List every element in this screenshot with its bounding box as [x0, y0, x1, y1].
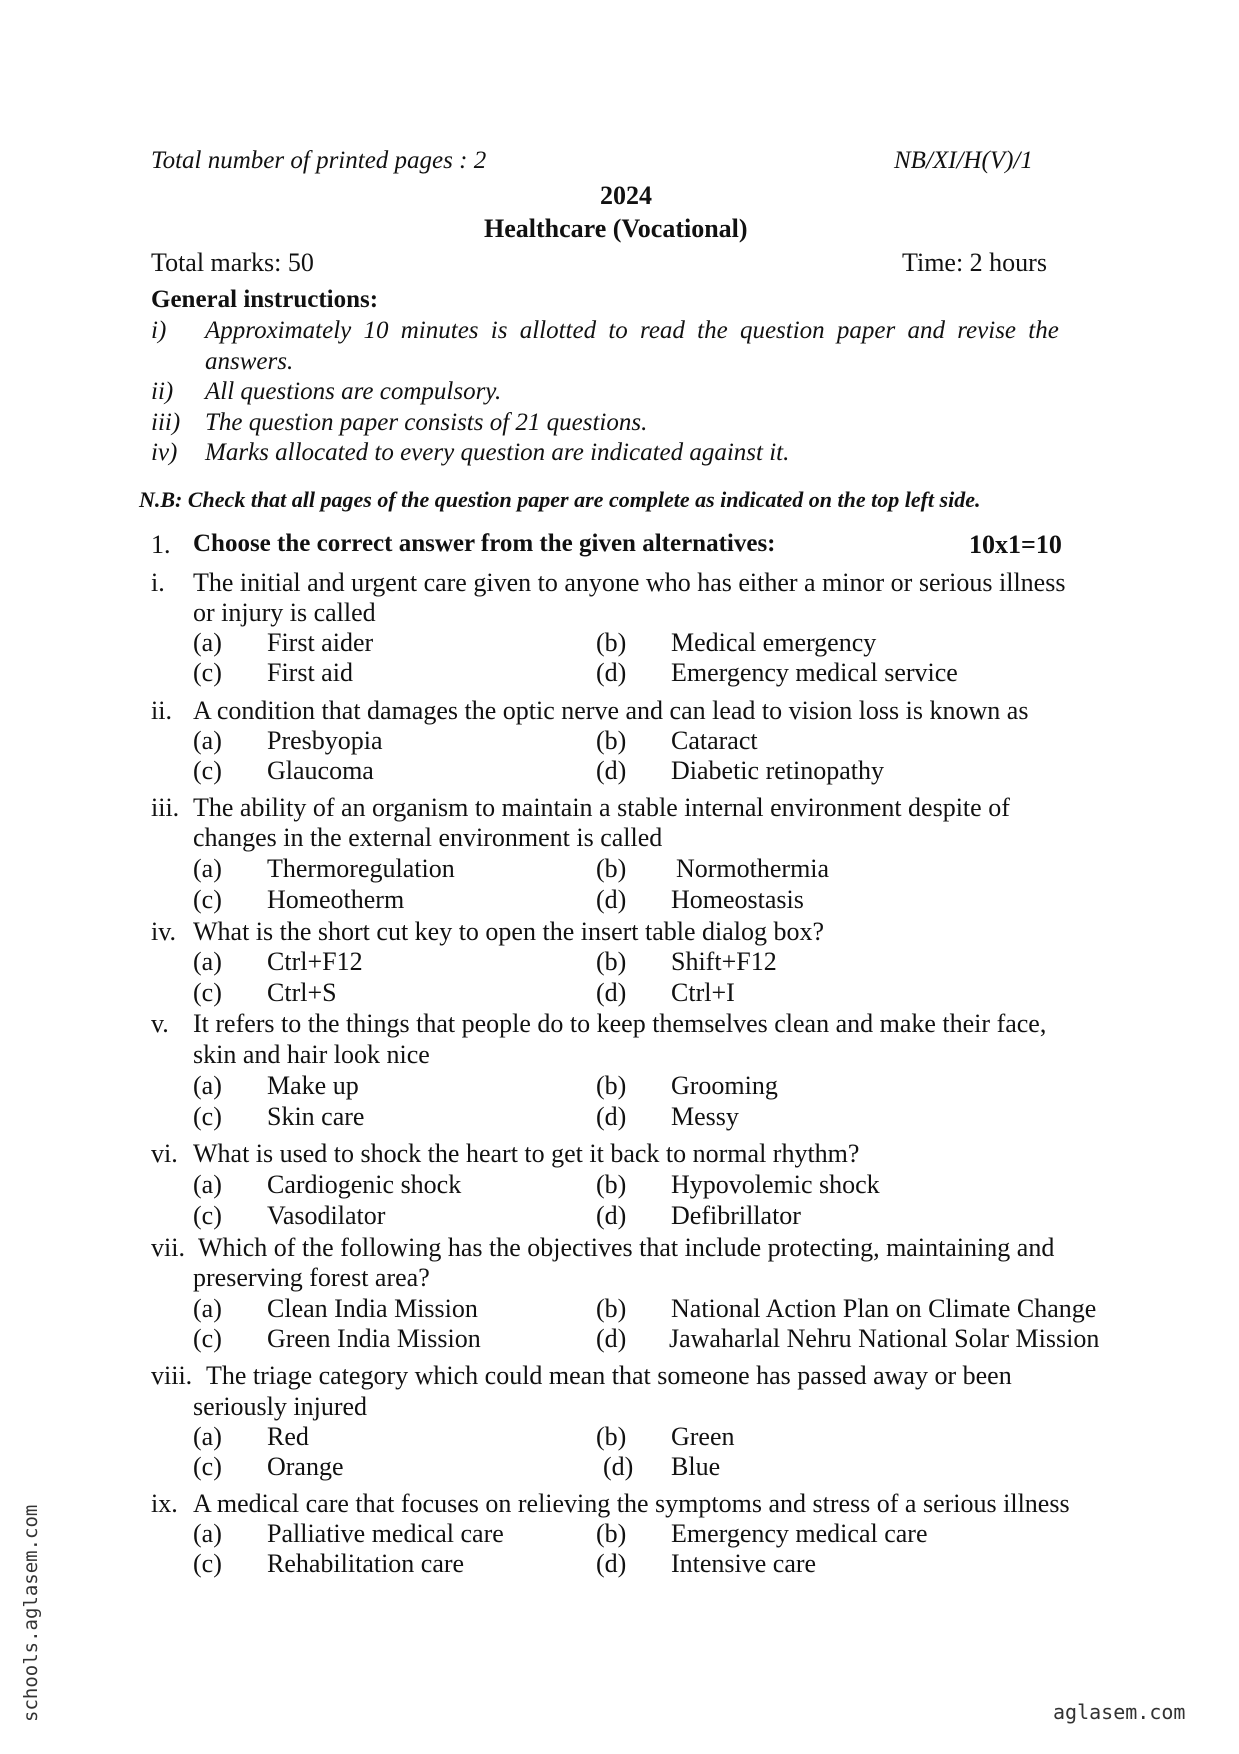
option-row	[0, 1170, 1239, 1200]
option-text: Presbyopia	[267, 726, 383, 755]
option-text: First aider	[267, 628, 374, 657]
option-text: Homeostasis	[671, 885, 804, 914]
question-line	[0, 793, 1239, 823]
option-text: Glaucoma	[267, 756, 374, 785]
instruction-number: ii)	[151, 378, 174, 405]
option-label: (a)	[193, 947, 222, 976]
question-line-continued	[0, 1040, 1239, 1070]
option-text: Red	[267, 1422, 309, 1451]
option-row	[0, 1324, 1239, 1354]
option-label: (b)	[596, 854, 627, 883]
option-text: Rehabilitation care	[267, 1549, 465, 1578]
option-label: (c)	[193, 1201, 222, 1230]
option-label: (c)	[193, 1102, 222, 1131]
question-text: seriously injured	[193, 1392, 368, 1421]
question-text: The initial and urgent care given to anyone who has either a minor or serious illness	[193, 568, 1066, 597]
section-marks: 10x1=10	[969, 530, 1062, 559]
option-text: Hypovolemic shock	[671, 1170, 880, 1199]
question-line	[0, 568, 1239, 598]
option-label: (b)	[596, 1170, 627, 1199]
option-label: (b)	[596, 1422, 627, 1451]
option-text: Orange	[267, 1452, 344, 1481]
option-row	[0, 1102, 1239, 1132]
option-text: Homeotherm	[267, 885, 405, 914]
question-number: v.	[151, 1009, 169, 1038]
option-label: (b)	[596, 1519, 627, 1548]
question-line	[0, 1233, 1239, 1263]
option-label: (d)	[596, 658, 627, 687]
question-text: The ability of an organism to maintain a stable internal environment despite of	[193, 793, 1010, 822]
option-text: Make up	[267, 1071, 359, 1100]
option-text: Jawaharlal Nehru National Solar Mission	[669, 1324, 1100, 1353]
option-label: (d)	[596, 1324, 627, 1353]
instruction-number: i)	[151, 317, 167, 344]
option-text: Diabetic retinopathy	[671, 756, 884, 785]
option-text: First aid	[267, 658, 353, 687]
option-text: Green India Mission	[267, 1324, 481, 1353]
question-text: Which of the following has the objectives that include protecting, maintaining and	[198, 1233, 1055, 1262]
option-row	[0, 1519, 1239, 1549]
option-text: Ctrl+S	[267, 978, 337, 1007]
option-label: (d)	[603, 1452, 634, 1481]
question-text: The triage category which could mean that someone has passed away or been	[206, 1361, 1012, 1390]
option-label: (c)	[193, 658, 222, 687]
option-label: (a)	[193, 1519, 222, 1548]
option-label: (a)	[193, 854, 222, 883]
option-row	[0, 854, 1239, 884]
option-text: Intensive care	[671, 1549, 817, 1578]
option-label: (d)	[596, 885, 627, 914]
question-text: preserving forest area?	[193, 1263, 430, 1292]
paper-subject: Healthcare (Vocational)	[484, 214, 748, 243]
option-label: (a)	[193, 1422, 222, 1451]
option-text: Messy	[671, 1102, 739, 1131]
total-marks: Total marks: 50	[151, 248, 314, 277]
question-text: skin and hair look nice	[193, 1040, 430, 1069]
option-label: (a)	[193, 1071, 222, 1100]
option-row	[0, 947, 1239, 977]
question-line	[0, 1489, 1239, 1519]
instruction-text: Marks allocated to every question are indicated against it.	[205, 439, 790, 466]
option-text: Ctrl+I	[671, 978, 735, 1007]
option-row	[0, 1201, 1239, 1231]
option-row	[0, 885, 1239, 915]
option-label: (c)	[193, 978, 222, 1007]
question-text: changes in the external environment is called	[193, 823, 663, 852]
option-label: (c)	[193, 756, 222, 785]
instruction-text: All questions are compulsory.	[205, 378, 502, 405]
question-number: iv.	[151, 917, 177, 946]
question-text: What is used to shock the heart to get it back to normal rhythm?	[193, 1139, 860, 1168]
option-label: (b)	[596, 947, 627, 976]
question-text: What is the short cut key to open the insert table dialog box?	[193, 917, 825, 946]
question-line	[0, 696, 1239, 726]
option-row	[0, 1294, 1239, 1324]
question-text: A condition that damages the optic nerve and can lead to vision loss is known as	[193, 696, 1029, 725]
question-number: ix.	[151, 1489, 178, 1518]
option-text: Green	[671, 1422, 735, 1451]
option-row	[0, 658, 1239, 688]
question-number: i.	[151, 568, 165, 597]
option-label: (d)	[596, 756, 627, 785]
question-line	[0, 1139, 1239, 1169]
option-text: National Action Plan on Climate Change	[671, 1294, 1097, 1323]
instruction-number: iv)	[151, 439, 178, 466]
option-text: Blue	[671, 1452, 721, 1481]
question-text: A medical care that focuses on relieving the symptoms and stress of a serious illness	[193, 1489, 1070, 1518]
question-line	[0, 917, 1239, 947]
option-row	[0, 978, 1239, 1008]
question-line	[0, 1009, 1239, 1039]
section-title: Choose the correct answer from the given alternatives:	[193, 530, 776, 557]
question-line-continued	[0, 1392, 1239, 1422]
option-row	[0, 1452, 1239, 1482]
question-text: or injury is called	[193, 598, 376, 627]
option-text: Emergency medical care	[671, 1519, 928, 1548]
option-text: Palliative medical care	[267, 1519, 504, 1548]
exam-year: 2024	[600, 181, 652, 210]
option-text: Ctrl+F12	[267, 947, 363, 976]
option-text: Vasodilator	[267, 1201, 386, 1230]
option-label: (a)	[193, 1170, 222, 1199]
option-label: (b)	[596, 1294, 627, 1323]
option-text: Skin care	[267, 1102, 365, 1131]
instruction-text: answers.	[205, 348, 294, 375]
footer-watermark: aglasem.com	[1053, 1700, 1186, 1724]
option-label: (b)	[596, 628, 627, 657]
option-label: (c)	[193, 1549, 222, 1578]
option-label: (d)	[596, 1549, 627, 1578]
option-row	[0, 756, 1239, 786]
option-row	[0, 1071, 1239, 1101]
nb-note: N.B: Check that all pages of the question paper are complete as indicated on the top left side.	[139, 487, 981, 512]
question-line-continued	[0, 598, 1239, 628]
option-text: Cataract	[671, 726, 758, 755]
option-label: (a)	[193, 1294, 222, 1323]
option-label: (d)	[596, 978, 627, 1007]
option-text: Cardiogenic shock	[267, 1170, 462, 1199]
option-text: Medical emergency	[671, 628, 877, 657]
question-text: It refers to the things that people do to keep themselves clean and make their face,	[193, 1009, 1047, 1038]
option-row	[0, 726, 1239, 756]
option-label: (c)	[193, 1324, 222, 1353]
question-number: ii.	[151, 696, 172, 725]
instructions-heading: General instructions:	[151, 286, 379, 313]
option-text: Grooming	[671, 1071, 778, 1100]
section-number: 1.	[151, 530, 171, 559]
option-label: (a)	[193, 726, 222, 755]
option-row	[0, 1422, 1239, 1452]
question-number: viii.	[151, 1361, 193, 1390]
question-line-continued	[0, 1263, 1239, 1293]
question-number: vii.	[151, 1233, 185, 1262]
option-text: Emergency medical service	[671, 658, 958, 687]
question-line	[0, 1361, 1239, 1391]
instruction-text: The question paper consists of 21 questions.	[205, 409, 648, 436]
option-text: Normothermia	[676, 854, 830, 883]
option-label: (c)	[193, 885, 222, 914]
option-row	[0, 628, 1239, 658]
instruction-number: iii)	[151, 409, 181, 436]
option-text: Thermoregulation	[267, 854, 455, 883]
option-label: (b)	[596, 726, 627, 755]
question-number: vi.	[151, 1139, 178, 1168]
option-label: (a)	[193, 628, 222, 657]
time-allowed: Time: 2 hours	[902, 248, 1047, 277]
question-line-continued	[0, 823, 1239, 853]
option-label: (c)	[193, 1452, 222, 1481]
option-text: Shift+F12	[671, 947, 777, 976]
option-text: Defibrillator	[671, 1201, 801, 1230]
pages-count: Total number of printed pages : 2	[151, 147, 487, 174]
side-watermark: schools.aglasem.com	[20, 1504, 42, 1722]
option-label: (b)	[596, 1071, 627, 1100]
question-number: iii.	[151, 793, 180, 822]
option-label: (d)	[596, 1201, 627, 1230]
option-row	[0, 1549, 1239, 1579]
instruction-text: Approximately 10 minutes is allotted to read the question paper and revise the	[205, 317, 1059, 344]
paper-code: NB/XI/H(V)/1	[894, 147, 1033, 174]
option-label: (d)	[596, 1102, 627, 1131]
option-text: Clean India Mission	[267, 1294, 478, 1323]
